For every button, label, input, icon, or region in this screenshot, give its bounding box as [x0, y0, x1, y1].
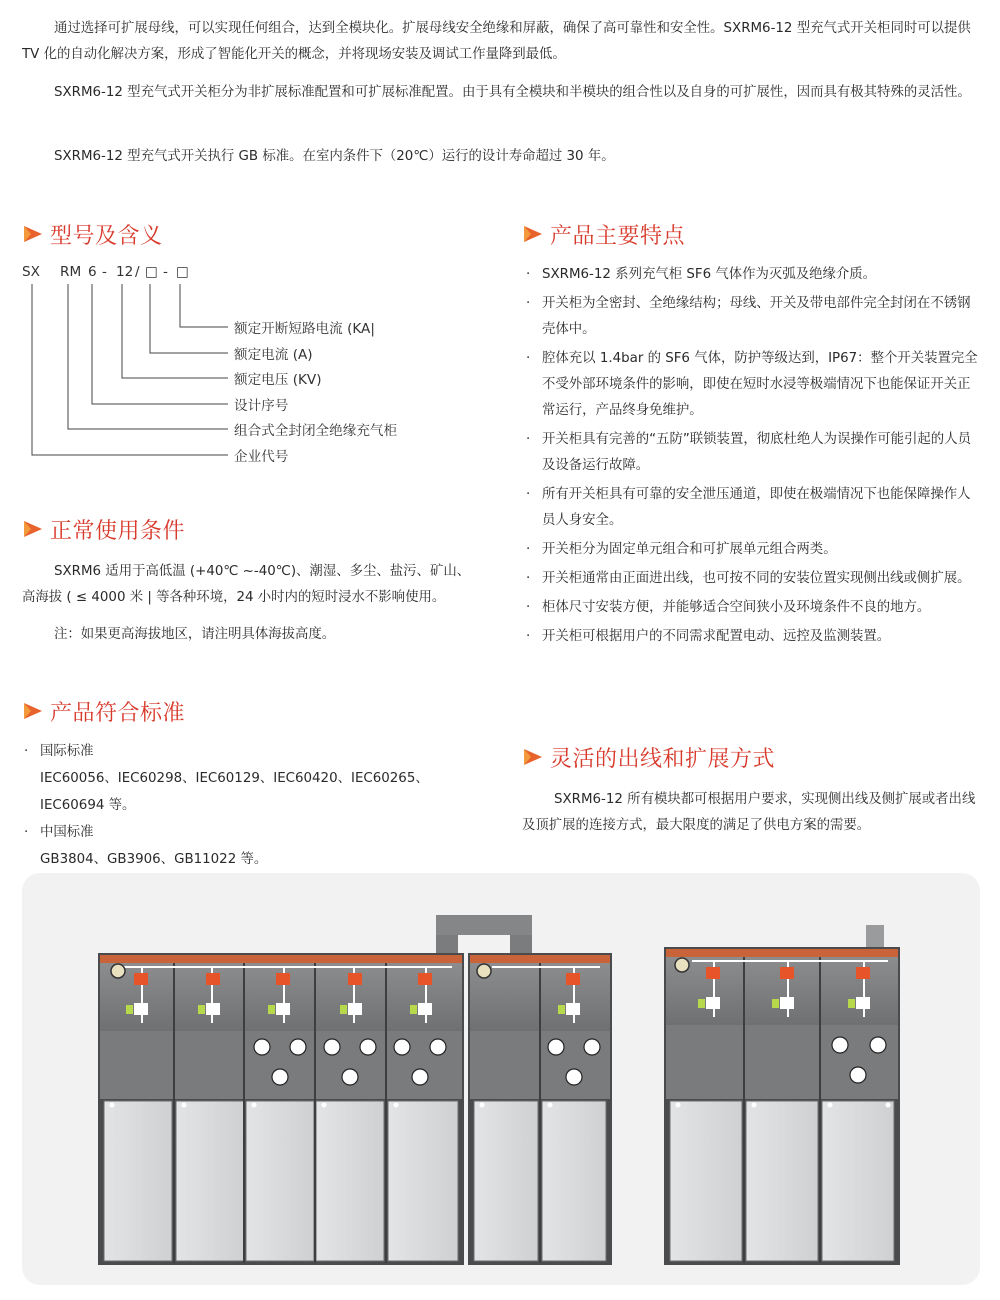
model-token-dash-2: - [163, 264, 168, 280]
feature-item: · 开关柜为全密封、全绝缘结构；母线、开关及带电部件完全封闭在不锈钢壳体中。 [522, 291, 982, 343]
features-list [522, 262, 982, 653]
section-heading: 产品主要特点 [550, 223, 686, 249]
section-arrow-icon [22, 223, 44, 245]
model-label-design: 设计序号 [234, 398, 289, 414]
model-token-type: RM [60, 264, 82, 280]
section-heading: 灵活的出线和扩展方式 [550, 746, 776, 772]
switchgear-group-middle [468, 953, 612, 1265]
section-arrow-icon [522, 746, 544, 768]
intro-paragraph-1: 通过选择可扩展母线，可以实现任何组合，达到全模块化。扩展母线安全绝缘和屏蔽，确保了高可靠性和安全性。SXRM6-12 型充气式开关柜同时可以提供 TV 化的自动化解决方案，形成了智能化开关的概念，并将现场安装及调试工作量降到最低。 [22, 21, 971, 62]
feature-item: · 柜体尺寸安装方便，并能够适合空间狭小及环境条件不良的地方。 [522, 595, 982, 621]
feature-item: · 腔体充以 1.4bar 的 SF6 气体，防护等级达到，IP67：整个开关装置完全不受外部环境条件的影响，即使在短时水浸等极端情况下也能保证开关正常运行，产品终身免维护。 [522, 346, 982, 424]
standards-items-international: IEC60056、IEC60298、IEC60129、IEC60420、IEC60265、IEC60694 等。 [40, 771, 429, 813]
model-token-enterprise: SX [22, 264, 40, 280]
usage-text: SXRM6 适用于高低温 (+40℃ ~-40℃)、潮湿、多尘、盐污、矿山、高海拔 ( ≤ 4000 米 | 等各种环境，24 小时内的短时浸水不影响使用。 [22, 564, 471, 605]
model-leader-lines [22, 262, 442, 472]
switchgear-illustration [22, 873, 980, 1285]
model-code-diagram [22, 262, 442, 472]
standards-section-title [22, 694, 185, 728]
model-token-design: 6 [88, 264, 97, 280]
extension-section-title [522, 740, 775, 774]
usage-section-title [22, 512, 185, 546]
intro-paragraph-2: SXRM6-12 型充气式开关柜分为非扩展标准配置和可扩展标准配置。由于具有全模块和半模块的组合性以及自身的可扩展性，因而具有极其特殊的灵活性。 [54, 85, 971, 100]
feature-item: · 开关柜具有完善的“五防”联锁装置，彻底杜绝人为误操作可能引起的人员及设备运行故障。 [522, 427, 982, 479]
section-heading: 型号及含义 [50, 223, 163, 249]
standards-group-international: · 国际标准 [22, 738, 492, 765]
model-token-slash: / [135, 264, 140, 280]
model-label-type: 组合式全封闭全绝缘充气柜 [234, 423, 398, 439]
feature-item: · 开关柜可根据用户的不同需求配置电动、远控及监测装置。 [522, 624, 982, 650]
model-label-enterprise: 企业代号 [234, 449, 289, 465]
switchgear-group-right [664, 925, 900, 1265]
model-section-title [22, 217, 163, 251]
extension-text: SXRM6-12 所有模块都可根据用户要求，实现侧出线及侧扩展或者出线及顶扩展的连接方式，最大限度的满足了供电方案的需要。 [522, 792, 976, 833]
standards-items-china: GB3804、GB3906、GB11022 等。 [40, 852, 268, 867]
section-arrow-icon [22, 700, 44, 722]
features-section-title [522, 217, 685, 251]
model-token-voltage: 12 [116, 264, 134, 280]
section-arrow-icon [22, 518, 44, 540]
model-label-breaking: 额定开断短路电流 (KA| [234, 321, 375, 337]
model-token-breaking: □ [176, 264, 189, 280]
switchgear-group-left [98, 953, 464, 1265]
switchgear-photo-panel [22, 873, 980, 1285]
model-token-dash-1: - [102, 264, 107, 280]
feature-item: · SXRM6-12 系列充气柜 SF6 气体作为灭弧及绝缘介质。 [522, 262, 982, 288]
feature-item: · 开关柜分为固定单元组合和可扩展单元组合两类。 [522, 537, 982, 563]
section-arrow-icon [522, 223, 544, 245]
feature-item: · 所有开关柜具有可靠的安全泄压通道，即使在极端情况下也能保障操作人员人身安全。 [522, 482, 982, 534]
section-heading: 产品符合标准 [50, 700, 186, 726]
feature-item: · 开关柜通常由正面进出线，也可按不同的安装位置实现侧出线或侧扩展。 [522, 566, 982, 592]
usage-note: 注：如果更高海拔地区，请注明具体海拔高度。 [54, 627, 336, 642]
standards-list [22, 738, 492, 873]
model-label-current: 额定电流 (A) [234, 347, 313, 363]
model-label-voltage: 额定电压 (KV) [234, 372, 322, 388]
model-token-current: □ [145, 264, 158, 280]
section-heading: 正常使用条件 [50, 518, 186, 544]
standards-group-china: · 中国标准 [22, 819, 492, 846]
intro-paragraph-3: SXRM6-12 型充气式开关执行 GB 标准。在室内条件下（20℃）运行的设计寿命超过 30 年。 [54, 149, 615, 164]
